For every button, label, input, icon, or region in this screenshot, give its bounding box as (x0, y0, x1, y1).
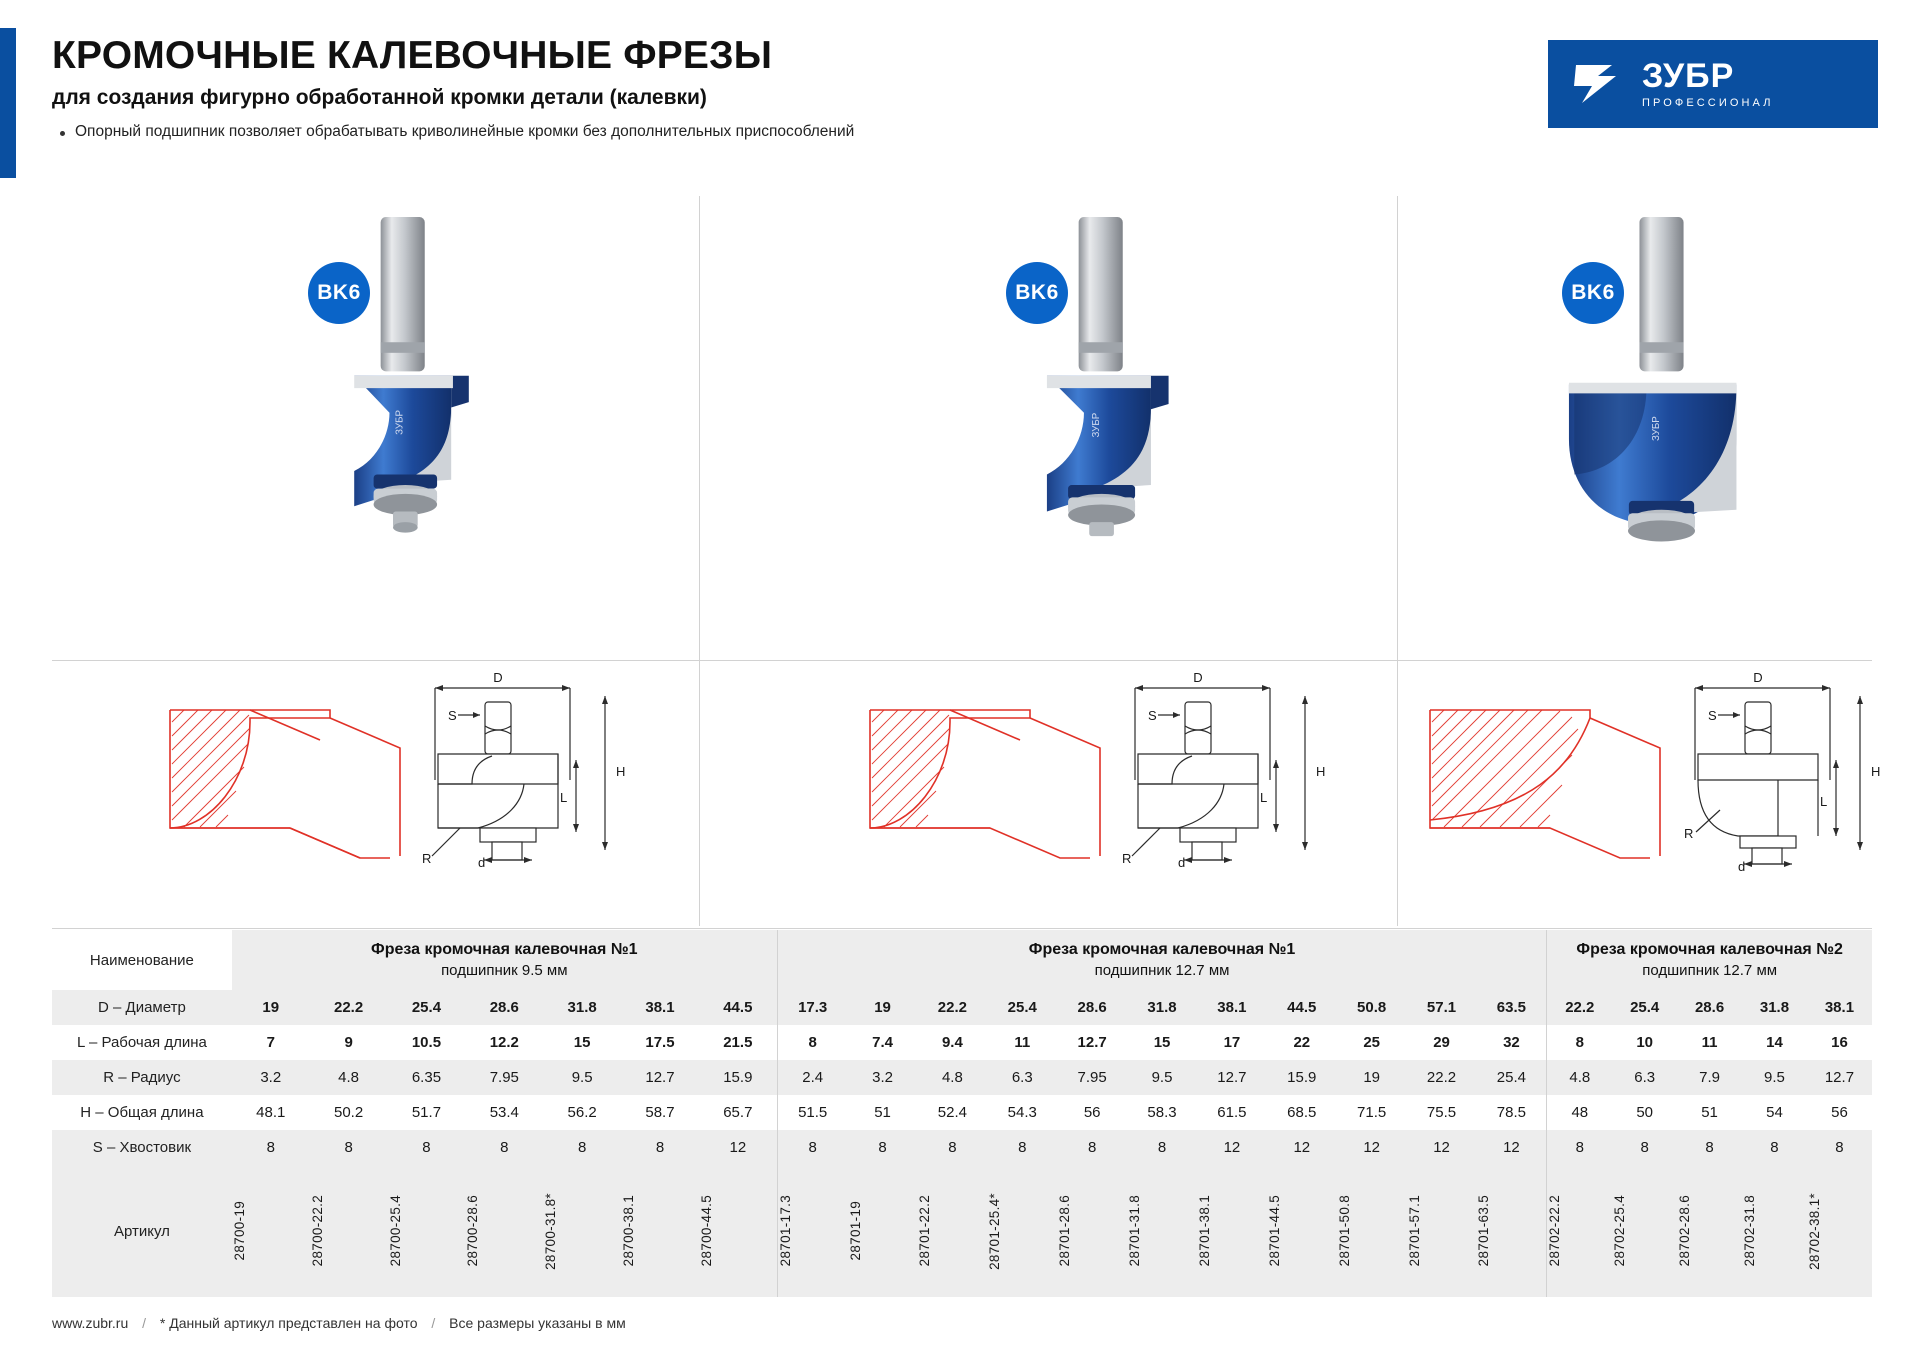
cell-h: 61.5 (1217, 1104, 1247, 1121)
cell-s: 8 (577, 1139, 587, 1156)
row-label-article: Артикул (113, 1222, 170, 1240)
cell-h: 58.7 (645, 1104, 675, 1121)
cell-h: 65.7 (723, 1104, 753, 1121)
cell-article: 28701-19 (847, 1201, 863, 1261)
cell-article: 28701-22.2 (917, 1195, 933, 1267)
row-label-d: D – Диаметр (98, 999, 186, 1016)
cell-r: 4.8 (941, 1069, 963, 1086)
cell-d: 22.2 (937, 999, 967, 1016)
badge-label: BK6 (317, 281, 361, 304)
svg-text:R: R (1684, 826, 1694, 841)
brand-logo (1548, 40, 1878, 128)
brand-line: ПРОФЕССИОНАЛ (1642, 97, 1774, 109)
cell-article: 28702-38.1* (1806, 1192, 1822, 1270)
cell-d: 50.8 (1357, 999, 1387, 1016)
cell-l: 9 (344, 1034, 353, 1051)
cell-h: 52.4 (937, 1104, 967, 1121)
cell-r: 9.5 (571, 1069, 593, 1086)
cell-r: 7.9 (1699, 1069, 1720, 1086)
cell-h: 58.3 (1147, 1104, 1177, 1121)
cell-h: 51.5 (777, 1095, 847, 1130)
cell-s: 8 (344, 1139, 353, 1156)
bullet-dot (60, 131, 65, 136)
cell-d: 44.5 (1287, 999, 1317, 1016)
svg-text:S: S (1708, 708, 1717, 723)
cell-article: 28701-38.1 (1196, 1195, 1212, 1267)
svg-text:H: H (1316, 764, 1326, 779)
cell-s: 8 (1087, 1139, 1097, 1156)
cell-s: 8 (1835, 1139, 1844, 1156)
table-row-article (52, 1165, 1872, 1297)
cell-h: 56 (1083, 1104, 1101, 1121)
cell-article: 28700-38.1 (621, 1195, 637, 1267)
cell-article: 28701-17.3 (777, 1195, 793, 1267)
footer-note-2: Все размеры указаны в мм (449, 1315, 626, 1331)
brand-text (1642, 59, 1774, 109)
cell-d: 25.4 (1630, 999, 1660, 1016)
cell-h: 50.2 (334, 1104, 364, 1121)
cell-article: 28700-31.8* (543, 1192, 559, 1270)
cell-d: 22.2 (1547, 990, 1612, 1025)
cell-d: 31.8 (1147, 999, 1177, 1016)
cell-l: 10 (1636, 1034, 1654, 1051)
table-top-rule (52, 928, 1872, 929)
row-label-h: H – Общая длина (80, 1104, 204, 1121)
dim-D: D (493, 670, 503, 685)
cell-d: 38.1 (1824, 999, 1855, 1016)
product-photo-3 (1520, 210, 1900, 545)
row-label-r: R – Радиус (103, 1069, 181, 1086)
cell-article: 28700-22.2 (309, 1195, 325, 1267)
cell-d: 31.8 (1759, 999, 1790, 1016)
cell-d: 19 (262, 999, 280, 1016)
cell-r: 7.95 (1077, 1069, 1107, 1086)
svg-text:ЗУБР: ЗУБР (1650, 416, 1662, 441)
svg-text:D: D (1193, 670, 1203, 685)
cell-s: 8 (1705, 1139, 1714, 1156)
product-photo-2 (968, 210, 1348, 545)
cell-l: 11 (1014, 1034, 1031, 1051)
cell-article: 28700-25.4 (387, 1195, 403, 1267)
cell-s: 8 (422, 1139, 431, 1156)
product-photo-1 (270, 210, 650, 545)
cell-article: 28702-31.8 (1742, 1195, 1758, 1267)
dim-R: R (422, 851, 432, 866)
cell-r: 4.8 (1547, 1060, 1612, 1095)
group-title-3 (1547, 930, 1872, 990)
left-accent-bar (0, 28, 16, 178)
specs-table (52, 930, 1872, 1297)
cell-s: 8 (1640, 1139, 1649, 1156)
svg-text:ЗУБР: ЗУБР (394, 410, 406, 435)
cell-r: 9.5 (1764, 1069, 1785, 1086)
cell-article: 28701-25.4* (987, 1192, 1003, 1270)
dim-H: H (616, 764, 626, 779)
row-label-s: S – Хвостовик (92, 1139, 192, 1156)
group-title-2 (777, 930, 1547, 990)
cell-d: 28.6 (489, 999, 519, 1016)
cell-l: 32 (1503, 1034, 1520, 1051)
cell-article: 28700-19 (231, 1201, 247, 1261)
badge-label: BK6 (1015, 281, 1059, 304)
diagram-3 (1420, 660, 1890, 922)
cell-article: 28702-28.6 (1677, 1195, 1693, 1267)
cell-d: 22.2 (334, 999, 364, 1016)
table-row-r (52, 1060, 1872, 1095)
svg-text:L: L (1260, 790, 1268, 805)
cell-s: 12 (1503, 1139, 1520, 1156)
cell-article: 28702-25.4 (1612, 1195, 1628, 1267)
cell-d: 28.6 (1077, 999, 1107, 1016)
cell-h: 54 (1766, 1104, 1783, 1121)
cell-s: 8 (655, 1139, 665, 1156)
dim-L: L (560, 790, 568, 805)
cell-s: 12 (1223, 1139, 1241, 1156)
cell-l: 7 (266, 1034, 275, 1051)
cell-r: 12.7 (1217, 1069, 1247, 1086)
cell-l: 7.4 (872, 1034, 893, 1051)
svg-text:H: H (1871, 764, 1881, 779)
cell-article: 28702-22.2 (1547, 1195, 1563, 1267)
cell-l: 15 (1153, 1034, 1171, 1051)
cell-s: 8 (1157, 1139, 1167, 1156)
cell-r: 6.35 (411, 1069, 442, 1086)
group-title-3-sub: подшипник 12.7 мм (1642, 962, 1778, 979)
cell-r: 7.95 (489, 1069, 519, 1086)
cell-h: 51 (874, 1104, 891, 1121)
table-row-l (52, 1025, 1872, 1060)
feature-bullet-text: Опорный подшипник позволяет обрабатывать криволинейные кромки без дополнительных приспособлений (75, 123, 855, 140)
column-divider-2 (1397, 196, 1398, 926)
cell-r: 25.4 (1496, 1069, 1526, 1086)
cell-r: 6.3 (1011, 1069, 1033, 1086)
cell-h: 53.4 (489, 1104, 519, 1121)
cell-s: 8 (266, 1139, 275, 1156)
cell-l: 9.4 (941, 1034, 963, 1051)
svg-text:R: R (1122, 851, 1132, 866)
table-row-s (52, 1130, 1872, 1165)
cell-d: 57.1 (1426, 999, 1457, 1016)
cell-s: 8 (1770, 1139, 1779, 1156)
footer-sep-2: / (431, 1315, 436, 1331)
cell-r: 12.7 (645, 1069, 675, 1086)
cell-l: 8 (777, 1025, 847, 1060)
cell-r: 6.3 (1634, 1069, 1656, 1086)
svg-text:L: L (1820, 794, 1828, 809)
cell-d: 17.3 (777, 990, 847, 1025)
cell-r: 3.2 (260, 1069, 282, 1086)
cell-h: 48.1 (256, 1104, 286, 1121)
cell-l: 17 (1223, 1034, 1241, 1051)
cell-s: 12 (1293, 1139, 1311, 1156)
cell-d: 28.6 (1694, 999, 1725, 1016)
cell-r: 19 (1363, 1069, 1380, 1086)
cell-h: 48 (1547, 1095, 1612, 1130)
cell-r: 2.4 (777, 1060, 847, 1095)
cell-r: 3.2 (872, 1069, 893, 1086)
cell-l: 29 (1433, 1034, 1450, 1051)
row-label-l: L – Рабочая длина (76, 1034, 207, 1051)
cell-l: 16 (1831, 1034, 1848, 1051)
cell-h: 71.5 (1357, 1104, 1387, 1121)
table-row-d (52, 990, 1872, 1025)
svg-text:ЗУБР: ЗУБР (1090, 412, 1102, 438)
cell-h: 75.5 (1426, 1104, 1457, 1121)
group-title-2-sub: подшипник 12.7 мм (1094, 962, 1230, 979)
cell-s: 8 (878, 1139, 887, 1156)
cell-article: 28701-31.8 (1127, 1195, 1143, 1267)
badge-label: BK6 (1571, 281, 1615, 304)
cell-article: 28701-44.5 (1266, 1195, 1282, 1267)
cell-s: 12 (729, 1139, 747, 1156)
cell-s: 12 (1363, 1139, 1380, 1156)
page-title: КРОМОЧНЫЕ КАЛЕВОЧНЫЕ ФРЕЗЫ (52, 34, 773, 77)
footer (52, 1315, 626, 1331)
footer-sep-1: / (142, 1315, 147, 1331)
cell-r: 22.2 (1426, 1069, 1457, 1086)
cell-l: 11 (1701, 1034, 1718, 1051)
cell-d: 38.1 (645, 999, 675, 1016)
cell-s: 8 (777, 1130, 847, 1165)
group-title-1-sub: подшипник 9.5 мм (441, 962, 568, 979)
cell-h: 78.5 (1496, 1104, 1526, 1121)
svg-text:S: S (1148, 708, 1157, 723)
cell-l: 14 (1766, 1034, 1783, 1051)
dim-d: d (478, 855, 486, 870)
cell-h: 51.7 (411, 1104, 442, 1121)
cell-d: 19 (874, 999, 891, 1016)
cell-s: 8 (948, 1139, 957, 1156)
cell-h: 51 (1701, 1104, 1718, 1121)
cell-article: 28700-44.5 (698, 1195, 714, 1267)
cell-h: 54.3 (1007, 1104, 1037, 1121)
group-title-3-main: Фреза кромочная калевочная №2 (1576, 941, 1843, 958)
svg-text:d: d (1738, 859, 1746, 874)
diagram-2 (760, 660, 1390, 922)
cell-l: 8 (1547, 1025, 1612, 1060)
zubr-mark-icon (1570, 58, 1632, 110)
svg-text:D: D (1753, 670, 1763, 685)
cell-d: 44.5 (723, 999, 753, 1016)
cell-r: 12.7 (1824, 1069, 1855, 1086)
cell-h: 56.2 (567, 1104, 597, 1121)
cell-r: 15.9 (723, 1069, 753, 1086)
cell-s: 8 (500, 1139, 509, 1156)
table-row-h (52, 1095, 1872, 1130)
page-subtitle: для создания фигурно обработанной кромки детали (калевки) (52, 86, 707, 109)
header (52, 34, 1452, 141)
cell-l: 25 (1363, 1034, 1380, 1051)
cell-article: 28701-63.5 (1476, 1195, 1492, 1267)
cell-l: 12.7 (1077, 1034, 1107, 1051)
cell-article: 28701-28.6 (1057, 1195, 1073, 1267)
cell-l: 17.5 (645, 1034, 675, 1051)
cell-h: 50 (1636, 1104, 1654, 1121)
cell-h: 68.5 (1287, 1104, 1317, 1121)
cell-d: 31.8 (567, 999, 597, 1016)
svg-text:S: S (448, 708, 457, 723)
cell-d: 63.5 (1496, 999, 1526, 1016)
cell-r: 9.5 (1151, 1069, 1173, 1086)
footer-site[interactable]: www.zubr.ru (52, 1315, 129, 1331)
group-title-1-main: Фреза кромочная калевочная №1 (371, 941, 638, 958)
cell-s: 8 (1547, 1130, 1612, 1165)
cell-l: 12.2 (489, 1034, 519, 1051)
cell-d: 38.1 (1217, 999, 1247, 1016)
feature-bullet (52, 123, 1452, 141)
footer-note-1: * Данный артикул представлен на фото (159, 1315, 418, 1331)
svg-text:d: d (1178, 855, 1186, 870)
cell-s: 12 (1433, 1139, 1450, 1156)
cell-l: 22 (1293, 1034, 1311, 1051)
cell-h: 56 (1831, 1104, 1848, 1121)
cell-d: 25.4 (1007, 999, 1037, 1016)
cell-l: 21.5 (723, 1034, 753, 1051)
name-header: Наименование (89, 951, 194, 969)
cell-l: 15 (573, 1034, 591, 1051)
cell-d: 25.4 (411, 999, 442, 1016)
table-header-row (52, 930, 1872, 990)
cell-r: 15.9 (1287, 1069, 1317, 1086)
diagram-1 (60, 660, 690, 922)
cell-article: 28700-28.6 (465, 1195, 481, 1267)
column-divider-1 (699, 196, 700, 926)
group-title-1 (232, 930, 777, 990)
cell-article: 28701-57.1 (1406, 1195, 1422, 1267)
cell-article: 28701-50.8 (1336, 1195, 1352, 1267)
cell-r: 4.8 (338, 1069, 360, 1086)
cell-s: 8 (1018, 1139, 1027, 1156)
brand-name: ЗУБР (1642, 57, 1735, 95)
group-title-2-main: Фреза кромочная калевочная №1 (1028, 941, 1296, 958)
cell-l: 10.5 (411, 1034, 442, 1051)
